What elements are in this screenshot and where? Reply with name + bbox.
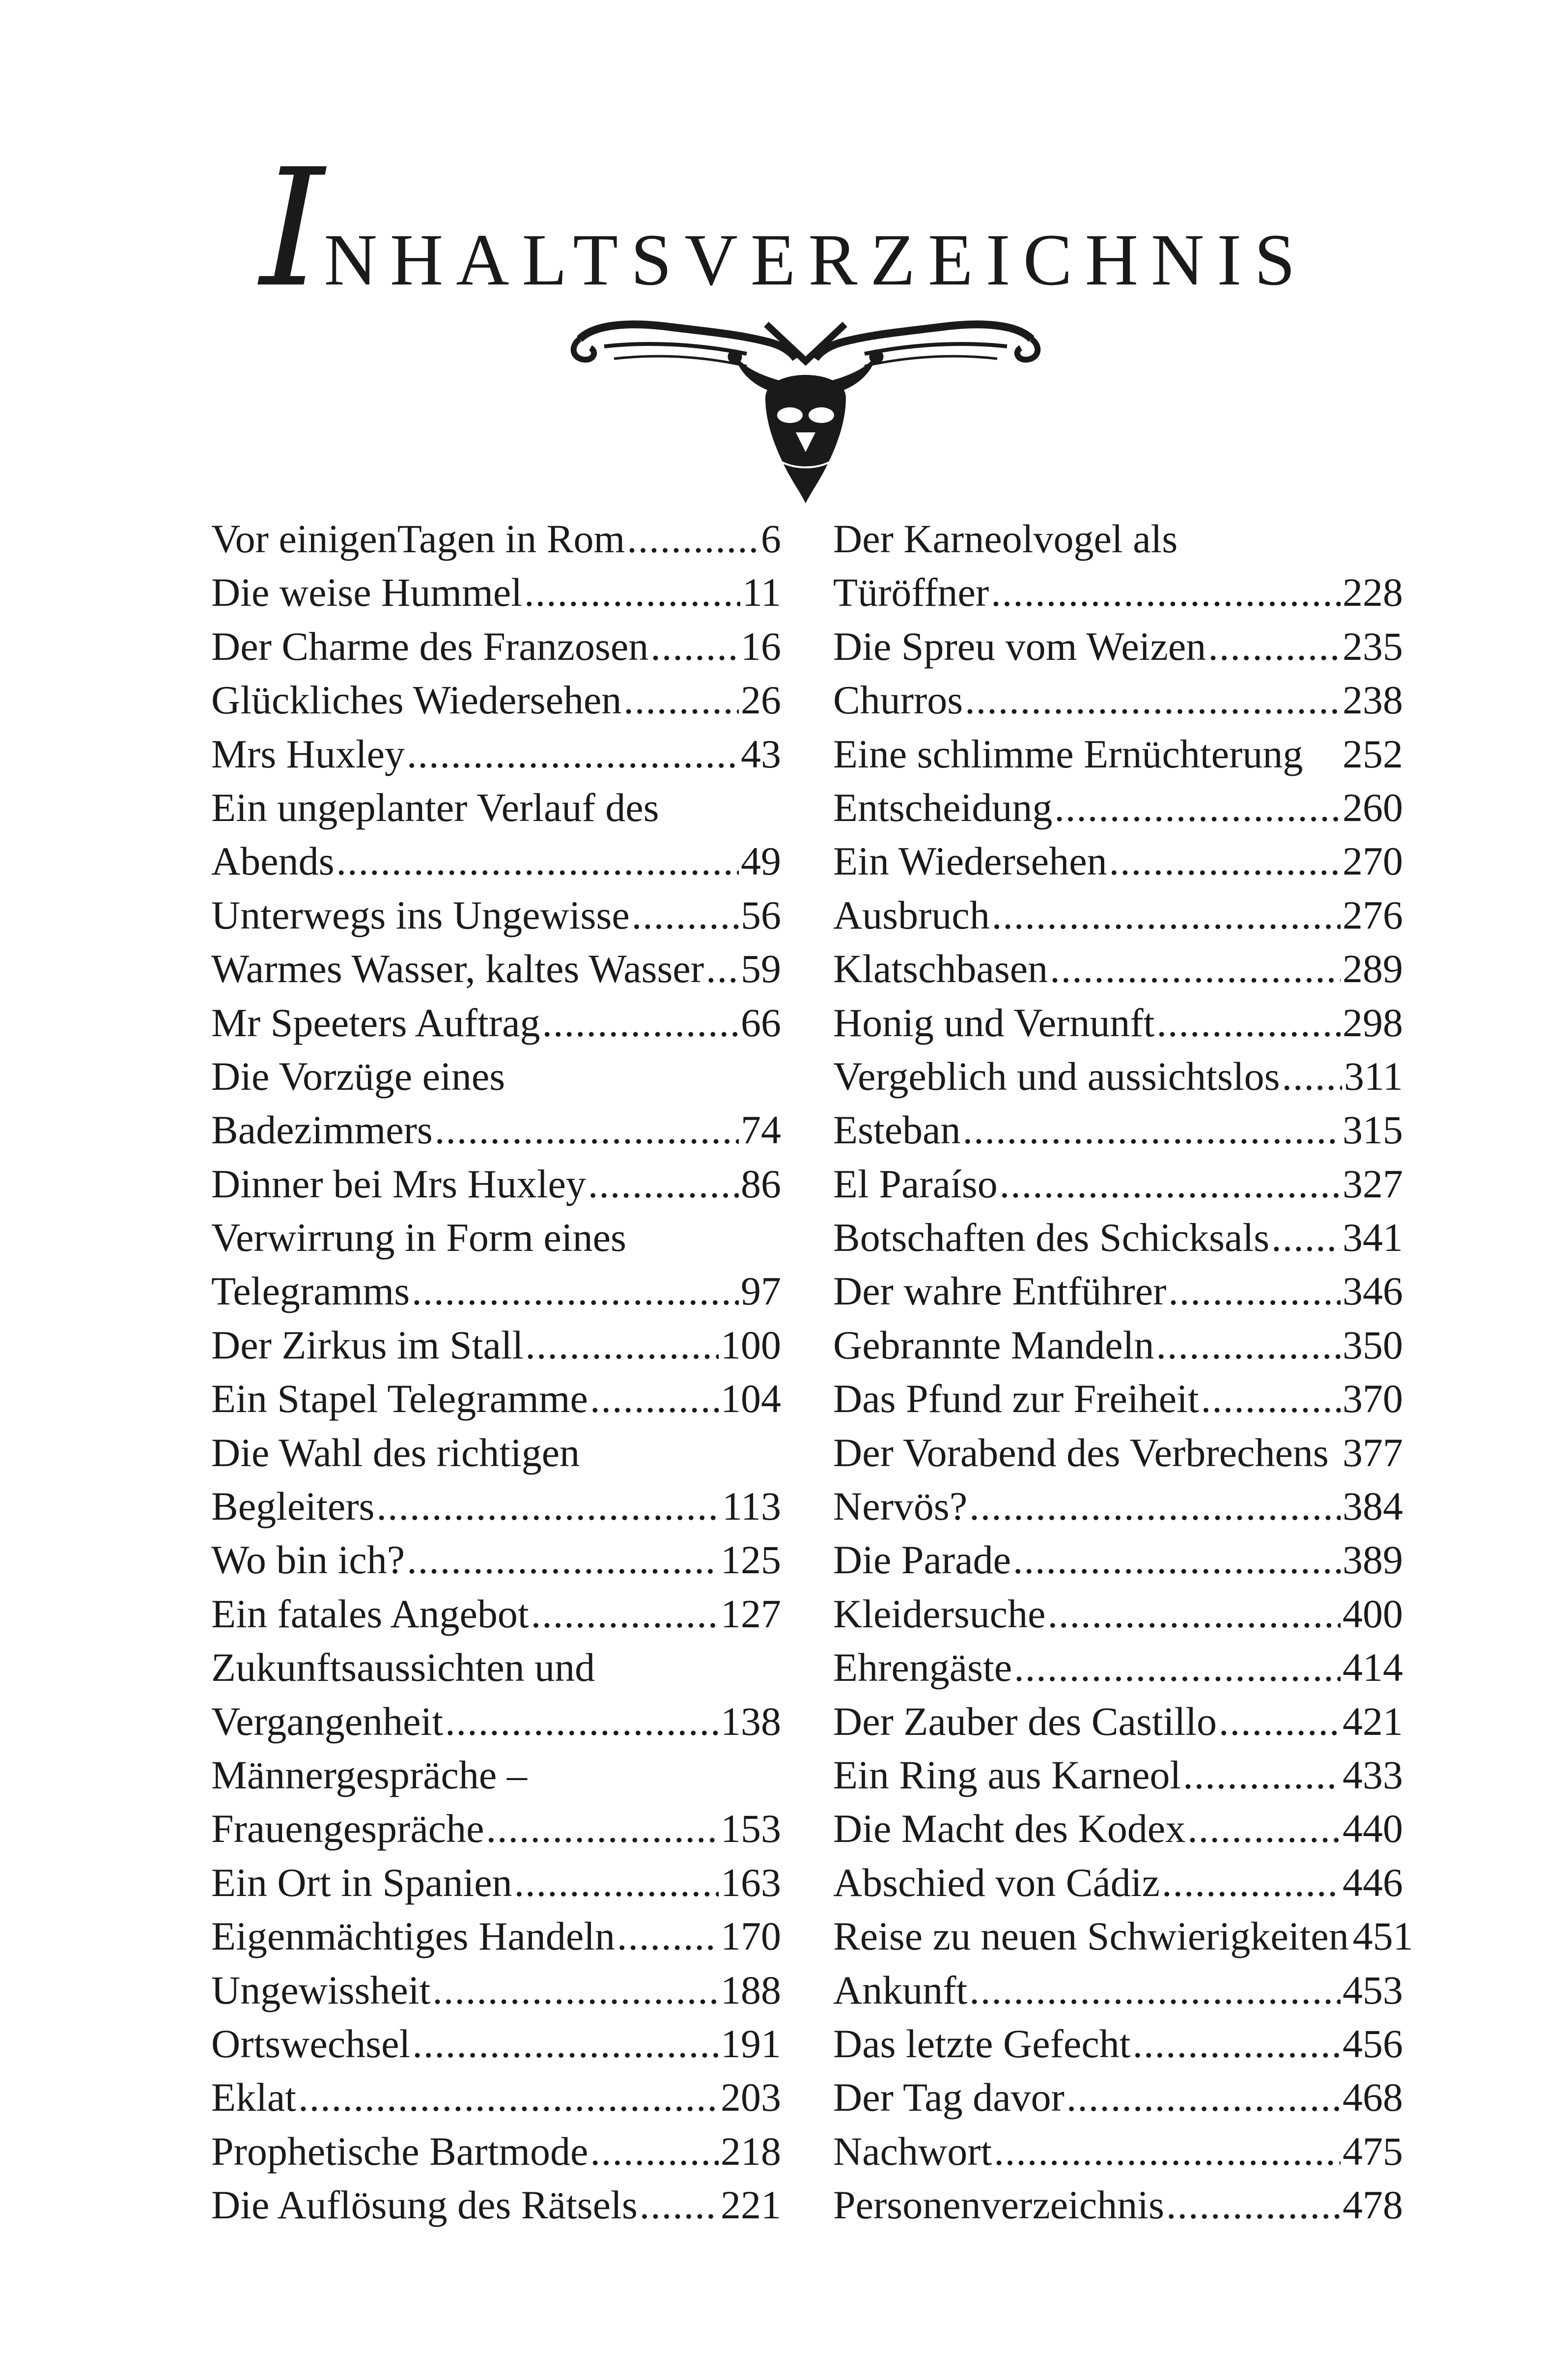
toc-right-column <box>833 512 1413 2232</box>
toc-entry-line <box>833 2070 1403 2124</box>
toc-entry-line <box>211 1157 781 1211</box>
toc-entry-line <box>833 1533 1403 1586</box>
toc-entry-title: Personenverzeichnis <box>833 2182 1164 2228</box>
toc-entry-line <box>833 1963 1403 2017</box>
toc-entry-title: Nervös? <box>833 1484 968 1529</box>
toc-dot-leader <box>1183 1748 1341 1802</box>
toc-entry-title: Ortswechsel <box>211 2021 411 2066</box>
toc-entry-title: Die Macht des Kodex <box>833 1806 1186 1851</box>
toc-entry-title: Die Parade <box>833 1537 1011 1583</box>
toc-entry-title: Telegramms <box>211 1269 410 1314</box>
toc-dot-leader <box>514 1856 719 1909</box>
toc-entry-line <box>211 942 781 995</box>
toc-entry-line <box>211 1049 781 1103</box>
toc-entry-title: Ein Ort in Spanien <box>211 1860 512 1905</box>
toc-entry-line <box>211 1587 781 1641</box>
page-title <box>0 134 1568 323</box>
toc-entry-title: Männergespräche – <box>211 1752 527 1797</box>
toc-entry-line <box>833 512 1403 566</box>
toc-entry-title: Das Pfund zur Freiheit <box>833 1376 1199 1421</box>
toc-page-number: 414 <box>1343 1645 1403 1690</box>
toc-dot-leader <box>991 566 1341 619</box>
toc-page-number: 16 <box>741 623 781 669</box>
title-initial: I <box>260 134 324 323</box>
toc-entry-title: Der Charme des Franzosen <box>211 623 649 669</box>
toc-page-number: 238 <box>1343 678 1403 723</box>
toc-entry-line <box>211 1318 781 1372</box>
toc-page-number: 191 <box>721 2021 781 2066</box>
toc-dot-leader <box>432 1963 719 2017</box>
toc-entry-title: Unterwegs ins Ungewisse <box>211 892 630 937</box>
toc-page-number: 478 <box>1343 2182 1403 2228</box>
toc-page-number: 440 <box>1343 1806 1403 1851</box>
toc-entry-line <box>833 1641 1403 1694</box>
toc-page-number: 125 <box>721 1537 781 1583</box>
toc-entry-title: Dinner bei Mrs Huxley <box>211 1161 586 1206</box>
toc-entry-title: El Paraíso <box>833 1161 998 1206</box>
toc-entry-line <box>211 2178 781 2232</box>
toc-entry-title: Churros <box>833 678 963 723</box>
toc-dot-leader <box>1013 1533 1341 1586</box>
toc-entry-line <box>833 727 1403 781</box>
toc-page-number: 315 <box>1343 1107 1403 1153</box>
toc-entry-title: Der Zauber des Castillo <box>833 1699 1217 1744</box>
toc-entry-line <box>211 1533 781 1586</box>
toc-page-number: 289 <box>1343 946 1403 991</box>
toc-dot-leader <box>412 1264 739 1318</box>
toc-page-number: 97 <box>741 1269 781 1314</box>
toc-page-number: 298 <box>1343 1000 1403 1045</box>
toc-dot-leader <box>435 1103 739 1157</box>
toc-entry-title: Der wahre Entführer <box>833 1269 1167 1314</box>
toc-dot-leader <box>1133 2017 1341 2070</box>
toc-entry-line <box>211 996 781 1049</box>
toc-entry-title: Vergangenheit <box>211 1699 444 1744</box>
toc-entry-line <box>833 1157 1403 1211</box>
toc-entry-title: Ungewissheit <box>211 1967 431 2012</box>
toc-entry-line <box>833 888 1403 942</box>
toc-dot-leader <box>1282 1049 1343 1103</box>
toc-page-number: 170 <box>721 1914 781 1959</box>
toc-entry-title: Abends <box>211 839 335 884</box>
toc-page-number: 163 <box>721 1860 781 1905</box>
toc-entry-title: Der Karneolvogel als <box>833 516 1178 561</box>
toc-dot-leader <box>617 1909 719 1963</box>
toc-entry-title: Vergeblich und aussichtslos <box>833 1053 1280 1099</box>
toc-page-number: 456 <box>1343 2021 1403 2066</box>
toc-page-number: 11 <box>742 570 781 615</box>
toc-entry-line <box>211 1856 781 1909</box>
toc-entry-title: Honig und Vernunft <box>833 1000 1155 1045</box>
toc-dot-leader <box>407 1533 719 1586</box>
toc-entry-line <box>211 781 781 834</box>
toc-entry-line <box>211 2124 781 2178</box>
toc-entry-title: Türöffner <box>833 570 989 615</box>
toc-page-number: 56 <box>741 892 781 937</box>
toc-entry-title: Die Vorzüge eines <box>211 1053 505 1099</box>
toc-entry-title: Die Wahl des richtigen <box>211 1430 580 1475</box>
toc-page-number: 350 <box>1343 1322 1403 1367</box>
toc-dot-leader <box>525 1318 719 1372</box>
toc-page-number: 384 <box>1343 1484 1403 1529</box>
toc-entry-title: Klatschbasen <box>833 946 1048 991</box>
toc-entry-line <box>833 2178 1403 2232</box>
toc-page-number: 113 <box>722 1484 781 1529</box>
toc-entry-title: Ein Ring aus Karneol <box>833 1752 1181 1797</box>
toc-entry-title: Eigenmächtiges Handeln <box>211 1914 616 1959</box>
toc-entry-line <box>833 620 1403 673</box>
toc-dot-leader <box>445 1695 719 1748</box>
toc-entry-line <box>833 1802 1403 1855</box>
toc-entry-line <box>833 1426 1403 1479</box>
toc-page-number: 377 <box>1343 1430 1403 1475</box>
toc-entry-line <box>211 1103 781 1157</box>
toc-dot-leader <box>650 620 739 673</box>
toc-page-number: 74 <box>741 1107 781 1153</box>
toc-page-number: 311 <box>1344 1053 1403 1099</box>
toc-entry-line <box>211 1695 781 1748</box>
toc-dot-leader <box>1014 1641 1341 1694</box>
toc-entry-title: Wo bin ich? <box>211 1537 405 1583</box>
toc-page-number: 400 <box>1343 1591 1403 1636</box>
toc-entry-title: Mrs Huxley <box>211 731 405 776</box>
toc-entry-line <box>211 1426 781 1479</box>
toc-page-number: 252 <box>1343 731 1403 776</box>
toc-dot-leader <box>1187 1802 1341 1855</box>
toc-page-number: 86 <box>741 1161 781 1206</box>
toc-page-number: 276 <box>1343 892 1403 937</box>
toc-dot-leader <box>623 673 739 727</box>
toc-entry-line <box>833 1372 1403 1425</box>
toc-dot-leader <box>1156 996 1341 1049</box>
toc-entry-line <box>833 1909 1413 1963</box>
toc-entry-title: Gebrannte Mandeln <box>833 1322 1154 1367</box>
toc-entry-title: Glückliches Wiedersehen <box>211 678 622 723</box>
toc-page-number: 389 <box>1343 1537 1403 1583</box>
toc-entry-line <box>211 512 781 566</box>
toc-entry-title: Ein Wiedersehen <box>833 839 1107 884</box>
toc-dot-leader <box>1219 1695 1341 1748</box>
toc-entry-title: Botschaften des Schicksals <box>833 1215 1270 1260</box>
toc-dot-leader <box>1271 1211 1341 1264</box>
toc-page-number: 341 <box>1343 1215 1403 1260</box>
toc-dot-leader <box>1000 1157 1341 1211</box>
toc-page-number: 104 <box>721 1376 781 1421</box>
toc-dot-leader <box>1109 834 1341 888</box>
toc-dot-leader <box>412 2017 719 2070</box>
title-rest: NHALTSVERZEICHNIS <box>324 219 1308 301</box>
toc-page-number: 433 <box>1343 1752 1403 1797</box>
toc-page-number: 235 <box>1343 623 1403 669</box>
toc-dot-leader <box>1162 1856 1341 1909</box>
toc-entry-line <box>211 1479 781 1533</box>
toc-entry-title: Ein ungeplanter Verlauf des <box>211 785 659 830</box>
toc-page-number: 153 <box>721 1806 781 1851</box>
toc-page-number: 221 <box>721 2182 781 2228</box>
toc-page-number: 26 <box>741 678 781 723</box>
toc-dot-leader <box>542 996 739 1049</box>
toc-entry-title: Der Vorabend des Verbrechens <box>833 1430 1329 1475</box>
toc-page-number: 228 <box>1343 570 1403 615</box>
toc-entry-line <box>211 1372 781 1425</box>
toc-entry-line <box>833 566 1403 619</box>
toc-entry-title: Ein fatales Angebot <box>211 1591 529 1636</box>
toc-entry-line <box>211 2070 781 2124</box>
toc-entry-title: Prophetische Bartmode <box>211 2128 588 2174</box>
toc-entry-line <box>211 1963 781 2017</box>
toc-dot-leader <box>969 1963 1341 2017</box>
toc-entry-title: Nachwort <box>833 2128 992 2174</box>
toc-dot-leader <box>1050 942 1341 995</box>
toc-entry-title: Die Spreu vom Weizen <box>833 623 1206 669</box>
toc-dot-leader <box>706 942 739 995</box>
toc-dot-leader <box>1054 781 1341 834</box>
toc-entry-line <box>833 1211 1403 1264</box>
toc-entry-line <box>211 1211 781 1264</box>
toc-entry-title: Kleidersuche <box>833 1591 1046 1636</box>
toc-entry-title: Entscheidung <box>833 785 1053 830</box>
toc-entry-title: Ehrengäste <box>833 1645 1012 1690</box>
toc-page-number: 59 <box>741 946 781 991</box>
toc-entry-line <box>211 620 781 673</box>
toc-page-number: 66 <box>741 1000 781 1045</box>
toc-entry-line <box>211 1748 781 1802</box>
toc-dot-leader <box>963 1103 1341 1157</box>
toc-page-number: 100 <box>721 1322 781 1367</box>
toc-entry-line <box>211 727 781 781</box>
toc-entry-title: Vor einigenTagen in Rom <box>211 516 625 561</box>
toc-page-number: 453 <box>1343 1967 1403 2012</box>
toc-entry-line <box>833 1103 1403 1157</box>
toc-dot-leader <box>1201 1372 1341 1425</box>
toc-dot-leader <box>524 566 740 619</box>
toc-entry-title: Die weise Hummel <box>211 570 523 615</box>
toc-page-number: 218 <box>721 2128 781 2174</box>
toc-entry-line <box>833 2124 1403 2178</box>
toc-entry-line <box>833 1587 1403 1641</box>
toc-page-number: 203 <box>721 2075 781 2120</box>
toc-dot-leader <box>376 1479 720 1533</box>
toc-page-number: 451 <box>1352 1914 1413 1959</box>
toc-entry-title: Mr Speeters Auftrag <box>211 1000 540 1045</box>
toc-dot-leader <box>590 2124 719 2178</box>
toc-page-number: 260 <box>1343 785 1403 830</box>
toc-page-number: 327 <box>1343 1161 1403 1206</box>
toc-dot-leader <box>486 1802 719 1855</box>
toc-page-number: 421 <box>1343 1699 1403 1744</box>
toc-entry-line <box>833 1264 1403 1318</box>
toc-entry-title: Begleiters <box>211 1484 375 1529</box>
toc-dot-leader <box>992 888 1341 942</box>
toc-page-number: 270 <box>1343 839 1403 884</box>
toc-entry-title: Warmes Wasser, kaltes Wasser <box>211 946 704 991</box>
toc-dot-leader <box>588 1157 739 1211</box>
toc-page-number: 468 <box>1343 2075 1403 2120</box>
toc-entry-line <box>833 1049 1403 1103</box>
toc-entry-line <box>211 1802 781 1855</box>
toc-dot-leader <box>1156 1318 1341 1372</box>
toc-entry-line <box>211 566 781 619</box>
toc-dot-leader <box>640 2178 719 2232</box>
toc-entry-line <box>833 996 1403 1049</box>
toc-entry-title: Ausbruch <box>833 892 990 937</box>
toc-dot-leader <box>1208 620 1341 673</box>
toc-entry-title: Frauengespräche <box>211 1806 484 1851</box>
toc-page-number: 43 <box>741 731 781 776</box>
toc-page-number: 475 <box>1343 2128 1403 2174</box>
toc-page-number: 188 <box>721 1967 781 2012</box>
toc-dot-leader <box>627 512 759 566</box>
toc-dot-leader <box>336 834 739 888</box>
toc-entry-title: Der Tag davor <box>833 2075 1064 2120</box>
toc-entry-line <box>833 673 1403 727</box>
toc-dot-leader <box>407 727 739 781</box>
toc-entry-line <box>833 942 1403 995</box>
toc-page-number: 138 <box>721 1699 781 1744</box>
toc-entry-line <box>833 1479 1403 1533</box>
toc-entry-title: Der Zirkus im Stall <box>211 1322 524 1367</box>
toc-page-number: 127 <box>721 1591 781 1636</box>
toc-entry-line <box>833 1318 1403 1372</box>
toc-entry-line <box>833 1695 1403 1748</box>
toc-dot-leader <box>1168 1264 1341 1318</box>
toc-page-number: 370 <box>1343 1376 1403 1421</box>
toc-dot-leader <box>1066 2070 1341 2124</box>
toc-dot-leader <box>969 1479 1341 1533</box>
toc-entry-line <box>211 1264 781 1318</box>
toc-entry-title: Ankunft <box>833 1967 968 2012</box>
toc-dot-leader <box>590 1372 719 1425</box>
toc-entry-line <box>211 2017 781 2070</box>
toc-entry-title: Ein Stapel Telegramme <box>211 1376 588 1421</box>
toc-entry-title: Eklat <box>211 2075 297 2120</box>
toc-entry-title: Reise zu neuen Schwierigkeiten <box>833 1914 1349 1959</box>
toc-page-number: 346 <box>1343 1269 1403 1314</box>
toc-page-number: 446 <box>1343 1860 1403 1905</box>
toc-entry-line <box>211 1641 781 1694</box>
toc-entry-title: Esteban <box>833 1107 961 1153</box>
toc-page-number: 6 <box>761 516 781 561</box>
toc-entry-title: Verwirrung in Form eines <box>211 1215 626 1260</box>
toc-entry-line <box>211 1909 781 1963</box>
toc-entry-title: Eine schlimme Ernüchterung <box>833 731 1303 776</box>
jester-mask-ornament-icon <box>550 305 1061 511</box>
toc-dot-leader <box>994 2124 1341 2178</box>
toc-page-number: 49 <box>741 839 781 884</box>
toc-entry-line <box>211 673 781 727</box>
toc-entry-line <box>211 888 781 942</box>
toc-entry-title: Abschied von Cádiz <box>833 1860 1160 1905</box>
toc-entry-line <box>833 781 1403 834</box>
toc-entry-title: Zukunftsaussichten und <box>211 1645 595 1690</box>
toc-entry-line <box>833 1856 1403 1909</box>
toc-dot-leader <box>1048 1587 1341 1641</box>
toc-dot-leader <box>1166 2178 1341 2232</box>
toc-dot-leader <box>965 673 1341 727</box>
toc-dot-leader <box>531 1587 719 1641</box>
toc-dot-leader <box>298 2070 719 2124</box>
toc-entry-title: Badezimmers <box>211 1107 433 1153</box>
toc-entry-line <box>833 1748 1403 1802</box>
toc-left-column <box>211 512 781 2232</box>
toc-entry-line <box>833 2017 1403 2070</box>
toc-dot-leader <box>632 888 739 942</box>
toc-entry-title: Das letzte Gefecht <box>833 2021 1131 2066</box>
toc-entry-line <box>211 834 781 888</box>
toc-entry-title: Die Auflösung des Rätsels <box>211 2182 638 2228</box>
toc-entry-line <box>833 834 1403 888</box>
